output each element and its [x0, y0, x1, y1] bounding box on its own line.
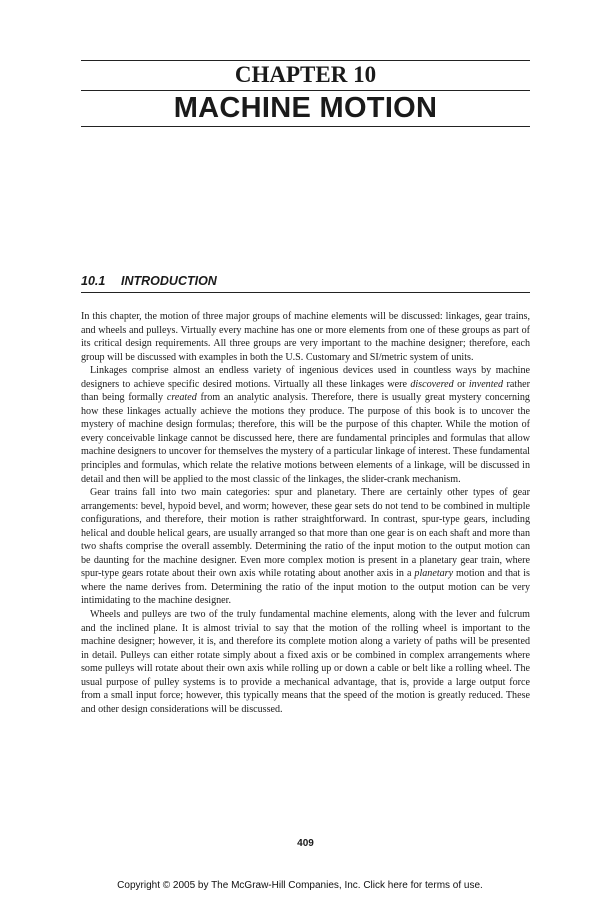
- section-heading: [81, 273, 530, 289]
- paragraph-4: Wheels and pulleys are two of the truly fundamental machine elements, along with the lever and fulcrum and the inclined plane. It is almost trivial to say that the motion of the rolling wheel is important to the machine designer; however, it is, and therefore its complete motion along a variety of paths will be presented in detail. Pulleys can either rotate simply about a fixed axis or be combined in complex arrangements where some pulleys will rotate about their own axis while rolling up or down a cable or belt like a rolling wheel. The usual purpose of pulley systems is to provide a mechanical advantage, that is, provide a large output force from a small input force; however, this typically means that the speed of the motion is greatly reduced. These and other design considerations will be discussed.: [81, 609, 530, 715]
- body-text: [81, 310, 530, 716]
- section-rule: [81, 292, 530, 293]
- page-number: 409: [297, 838, 314, 849]
- section-title: INTRODUCTION: [121, 274, 217, 288]
- paragraph-1: In this chapter, the motion of three major groups of machine elements will be discussed: linkages, gear trains, and wheels and pulleys. Virtually every machine has one or more elements from one of these groups as part of its critical design requirements. All three groups are very important to the machine designer; therefore, each group will be discussed with examples in both the U.S. Customary and SI/metric system of units.: [81, 311, 530, 363]
- paragraph-2: Linkages comprise almost an endless variety of ingenious devices used in countless ways by machine designers to achieve specific desired motions. Virtually all these linkages were discovered or invented rather than being formally created from an analytic analysis. Therefore, there is usually great mystery concerning how these linkages actually achieve the motions they produce. The purpose of this book is to uncover the mystery of machine design formulas; therefore, this will be the purpose of this chapter. While the motion of every conceivable linkage cannot be discussed here, there are fundamental principles and formulas that allow machine designers to uncover for themselves the mystery of a particular linkage of interest. These fundamental principles and formulas, which relate the relative motions between elements of a linkage, will be discussed in detail and then will be applied to the most classic of the linkages, the slider-crank mechanism.: [81, 365, 530, 485]
- title-bottom-rule: [81, 126, 530, 127]
- copyright-link[interactable]: Copyright © 2005 by The McGraw-Hill Companies, Inc. Click here for terms of use.: [117, 880, 483, 891]
- section-number: 10.1: [81, 274, 106, 288]
- top-rule: [81, 60, 530, 61]
- chapter-title: MACHINE MOTION: [173, 92, 438, 124]
- chapter-number: CHAPTER 10: [234, 62, 377, 87]
- paragraph-3: Gear trains fall into two main categories: spur and planetary. There are certainly other types of gear arrangements: bevel, hypoid bevel, and worm; however, these gear sets do not tend to be combined in multiple configurations, and therefore, their motion is rather straightforward. In contrast, spur-type gears, including helical and double helical gears, are usually arranged so that more than one gear is on each shaft and more than two shafts comprise the overall assembly. Determining the ratio of the input motion to the output motion can be daunting for the machine designer. Even more complex motion is present in a planetary gear train, where spur-type gears rotate about their own axis while rotating about another axis in a planetary motion and that is where the name derives from. Determining the ratio of the input motion to the output motion can be very intimidating to the machine designer.: [81, 487, 530, 607]
